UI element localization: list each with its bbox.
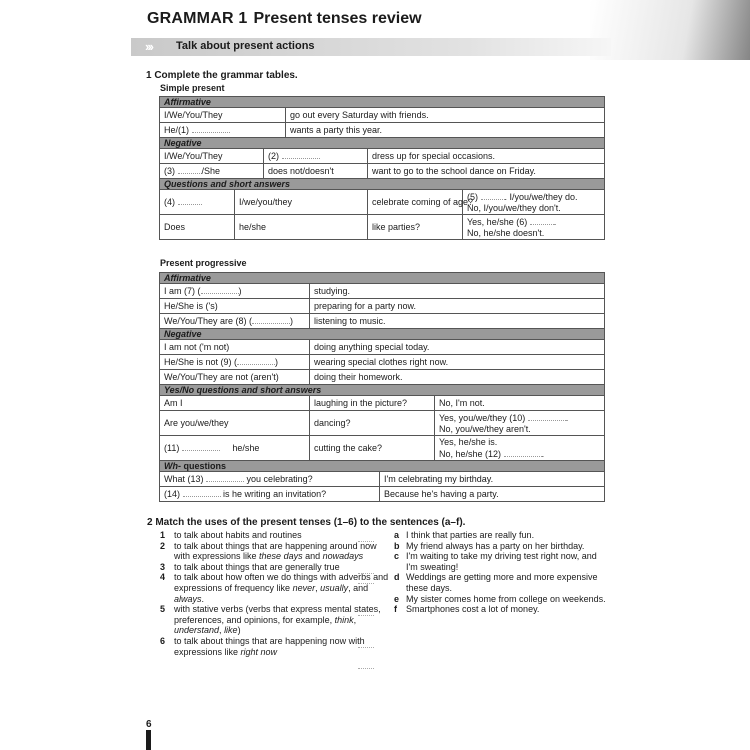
sentences-list <box>394 530 609 615</box>
grammar-title: Present tenses review <box>253 10 422 27</box>
table-row: He/(1) wants a party this year. <box>160 123 605 138</box>
answer-blank[interactable] <box>282 150 320 159</box>
table-row: I am not ('m not) doing anything special today. <box>160 340 605 355</box>
questions-header: Questions and short answers <box>160 179 605 190</box>
table-row: Does he/she like parties? Yes, he/she (6) . No, he/she doesn't. <box>160 215 605 240</box>
answer-blank[interactable] <box>178 196 202 205</box>
affirmative-header: Affirmative <box>160 97 605 108</box>
table-row: Are you/we/they dancing? Yes, you/we/they (10) . No, you/we/they aren't. <box>160 411 605 436</box>
section-bar <box>131 38 611 56</box>
answer-blank[interactable] <box>252 315 290 324</box>
list-item: 5 with stative verbs (verbs that express mental states, preferences, and opinions, for example, think, understand, like) <box>160 604 381 636</box>
answer-blank[interactable] <box>528 412 566 421</box>
table-row: (3) /She does not/doesn't want to go to the school dance on Friday. <box>160 164 605 179</box>
affirmative-header: Affirmative <box>160 273 605 284</box>
present-progressive-table <box>159 272 605 502</box>
answer-blank[interactable] <box>358 614 374 616</box>
answer-blank[interactable] <box>358 572 374 574</box>
exercise-1-title: 1 Complete the grammar tables. <box>146 70 298 81</box>
answer-blank[interactable] <box>183 488 221 497</box>
answer-blank[interactable] <box>192 124 230 133</box>
answer-blank[interactable] <box>358 646 374 648</box>
list-item: 6 to talk about things that are happening now with expressions like right now <box>160 635 365 657</box>
table-row: He/She is ('s) preparing for a party now. <box>160 299 605 314</box>
chevron-right-icon: ››› <box>145 39 152 54</box>
simple-present-table <box>159 96 605 240</box>
page-corner-shadow <box>590 0 750 60</box>
list-item: c I'm waiting to take my driving test right now, and I'm sweating! <box>394 551 597 572</box>
table-row: We/You/They are not (aren't) doing their homework. <box>160 370 605 385</box>
table-row: (4) I/we/you/they celebrate coming of age? (5) . I/you/we/they do. No, I/you/we/they don't. <box>160 190 605 215</box>
simple-present-label: Simple present <box>160 83 225 93</box>
list-item: d Weddings are getting more and more expensive these days. <box>394 572 598 593</box>
table-row: What (13) you celebrating? I'm celebrating my birthday. <box>160 472 605 487</box>
list-item: f Smartphones cost a lot of money. <box>394 604 540 615</box>
table-row: I/We/You/They go out every Saturday with friends. <box>160 108 605 123</box>
uses-list <box>160 530 390 657</box>
list-item: 3 to talk about things that are generally true <box>160 561 340 572</box>
answer-blank[interactable] <box>481 191 505 200</box>
answer-blank[interactable] <box>178 165 202 174</box>
list-item: a I think that parties are really fun. <box>394 530 535 540</box>
table-row: I am (7) ( ) studying. <box>160 284 605 299</box>
answer-blank[interactable] <box>530 216 554 225</box>
list-item: b My friend always has a party on her birthday. <box>394 540 585 551</box>
grammar-number: GRAMMAR 1 <box>147 10 248 27</box>
table-row: We/You/They are (8) ( ) listening to music. <box>160 314 605 329</box>
list-item: 4 to talk about how often we do things with adverbs and expressions of frequency like never, usually, and always. <box>160 572 389 604</box>
answer-blank[interactable] <box>182 442 220 451</box>
answer-blank[interactable] <box>358 540 374 542</box>
present-progressive-label: Present progressive <box>160 258 247 268</box>
exercise-2-title: 2 Match the uses of the present tenses (1–6) to the sentences (a–f). <box>147 517 466 528</box>
answer-blank[interactable] <box>201 285 239 294</box>
list-item: 2 to talk about things that are happening around now with expressions like these days and nowadays <box>160 540 377 562</box>
page-number: 6 <box>146 719 152 730</box>
yes-no-questions-header: Yes/No questions and short answers <box>160 385 605 396</box>
page-title <box>147 10 422 28</box>
list-item: 1 to talk about habits and routines <box>160 530 302 540</box>
table-row: He/She is not (9) ( ) wearing special clothes right now. <box>160 355 605 370</box>
list-item: e My sister comes home from college on weekends. <box>394 593 606 604</box>
answer-blank[interactable] <box>504 448 542 457</box>
section-title: Talk about present actions <box>176 40 315 52</box>
page-edge-bar <box>146 730 151 750</box>
answer-blank[interactable] <box>237 356 275 365</box>
negative-header: Negative <box>160 138 605 149</box>
table-row: I/We/You/They (2) dress up for special occasions. <box>160 149 605 164</box>
negative-header: Negative <box>160 329 605 340</box>
table-row: (14) is he writing an invitation? Because he's having a party. <box>160 487 605 502</box>
answer-blank[interactable] <box>206 473 244 482</box>
answer-blank[interactable] <box>358 667 374 669</box>
table-row: Am I laughing in the picture? No, I'm not. <box>160 396 605 411</box>
wh-questions-header: Wh- questions <box>160 461 605 472</box>
answer-blank[interactable] <box>358 582 374 584</box>
table-row: (11) he/she cutting the cake? Yes, he/she is. No, he/she (12) . <box>160 436 605 461</box>
